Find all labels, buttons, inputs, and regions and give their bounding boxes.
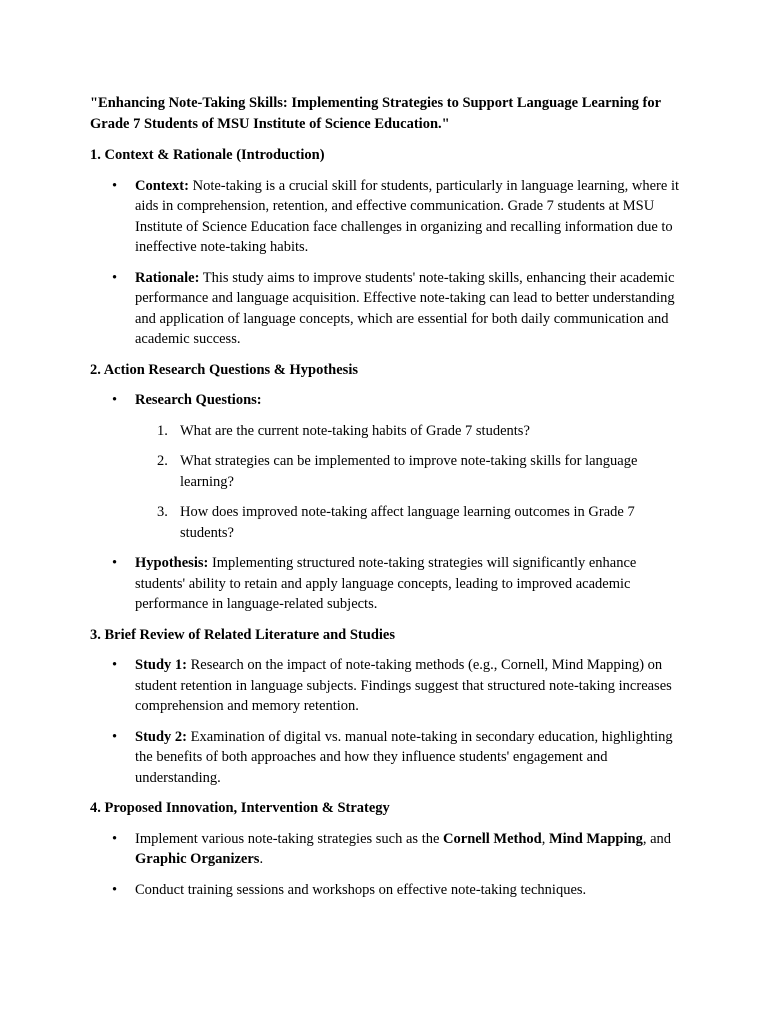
item-label: Study 2: — [135, 728, 187, 745]
question-text: What strategies can be implemented to improve note-taking skills for language learning? — [180, 453, 638, 490]
item-text: This study aims to improve students' note-taking skills, enhancing their academic performance and language acquisition. Effective note-taking can lead to better understanding and application of language concepts, which are essential for both daily communication and academic success. — [135, 269, 675, 347]
literature-list — [90, 655, 680, 788]
section-heading-context-rationale: 1. Context & Rationale (Introduction) — [90, 147, 325, 163]
cornell-method-term: Cornell Method — [443, 830, 542, 847]
document-page — [90, 93, 680, 910]
item-text: Research on the impact of note-taking methods (e.g., Cornell, Mind Mapping) on student retention in language subjects. Findings suggest that structured note-taking increases comprehension and memory retention. — [135, 657, 672, 714]
section-heading-innovation-strategy: 4. Proposed Innovation, Intervention & Strategy — [90, 800, 390, 816]
question-item — [135, 502, 680, 543]
graphic-organizers-term: Graphic Organizers — [135, 851, 260, 867]
list-item-training — [90, 880, 680, 901]
section-heading-literature-review: 3. Brief Review of Related Literature and Studies — [90, 626, 395, 643]
strategy-list — [90, 829, 680, 901]
list-item-study-2 — [90, 727, 680, 789]
question-item — [135, 451, 680, 492]
list-item-rationale — [90, 268, 680, 350]
suffix-text: . — [259, 851, 264, 867]
question-text: How does improved note-taking affect language learning outcomes in Grade 7 students? — [180, 504, 635, 541]
item-label: Study 1: — [135, 657, 187, 673]
mind-mapping-term: Mind Mapping — [548, 830, 643, 847]
list-item-study-1 — [90, 655, 680, 717]
item-label: Rationale: — [135, 269, 200, 286]
list-item-context — [90, 176, 680, 258]
question-number: 2. — [157, 453, 168, 469]
questions-list — [135, 421, 680, 544]
section-heading-research-questions: 2. Action Research Questions & Hypothesis — [90, 361, 358, 378]
item-label: Hypothesis: — [135, 555, 209, 571]
question-number: 3. — [157, 504, 168, 520]
item-text: Implement various note-taking strategies such as the — [135, 830, 444, 847]
item-label: Context: — [135, 177, 189, 194]
separator-text: , — [541, 830, 549, 847]
list-item-strategies — [90, 829, 680, 870]
context-rationale-list — [90, 176, 680, 350]
document-title: "Enhancing Note-Taking Skills: Implementing Strategies to Support Language Learning for Grade 7 Students of MSU Institute of Science Education." — [90, 95, 661, 132]
item-text: Note-taking is a crucial skill for students, particularly in language learning, where it aids in comprehension, retention, and effective communication. Grade 7 students at MSU Institute of Science Education face challenges in organizing and recalling information due to ineffective note-taking habits. — [135, 177, 679, 255]
item-text: Examination of digital vs. manual note-taking in secondary education, highlighting the benefits of both approaches and how they influence students' engagement and understanding. — [135, 728, 673, 786]
item-label: Research Questions: — [135, 392, 262, 408]
research-questions-list — [90, 390, 680, 615]
separator-text: , and — [642, 830, 672, 847]
item-text: Implementing structured note-taking strategies will significantly enhance students' ability to retain and apply language concepts, leading to improved academic performance in language-related subjects. — [135, 555, 637, 612]
item-text: Conduct training sessions and workshops on effective note-taking techniques. — [135, 881, 587, 898]
list-item-hypothesis — [90, 553, 680, 615]
list-item-research-questions — [90, 390, 680, 543]
question-number: 1. — [157, 422, 168, 439]
question-item — [135, 421, 680, 442]
question-text: What are the current note-taking habits of Grade 7 students? — [180, 422, 530, 439]
